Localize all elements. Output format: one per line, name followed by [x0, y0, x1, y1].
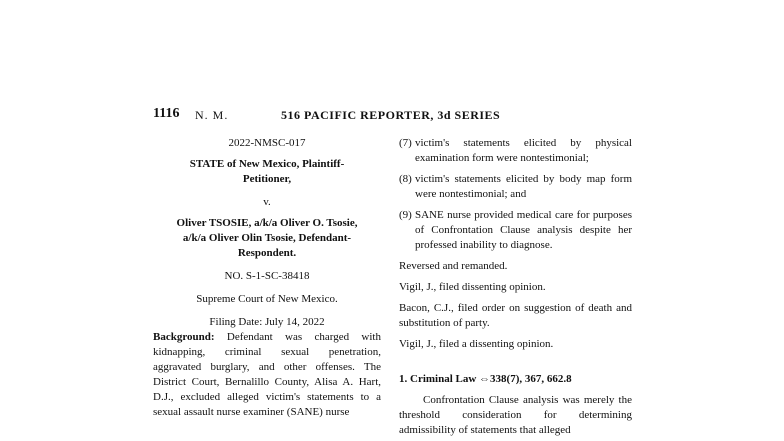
holding-number: (9) — [399, 209, 412, 221]
running-header — [153, 106, 633, 126]
docket-number: NO. S-1-SC-38418 — [224, 270, 310, 282]
holding-text: victim's statements elicited by body map form were nontestimonial; and — [415, 173, 632, 200]
order-note: Bacon, C.J., filed order on suggestion of death and substitution of party. — [399, 302, 632, 329]
holding-text: victim's statements elicited by physical examination form were nontestimonial; — [415, 137, 632, 164]
versus: v. — [263, 196, 271, 208]
defendant-line-2: a/k/a Oliver Olin Tsosie, Defendant- — [182, 232, 352, 244]
holding-item — [399, 208, 632, 253]
headnote-text: Confrontation Clause analysis was merely the threshold consideration for determining admissibility of statements that alleged — [399, 394, 632, 436]
holding-number: (7) — [399, 137, 412, 149]
state-abbrev: N. M. — [195, 108, 229, 122]
page-number: 1116 — [153, 106, 180, 121]
holding-item — [399, 172, 632, 202]
citation: 2022-NMSC-017 — [228, 137, 306, 149]
holding-number: (8) — [399, 173, 412, 185]
defendant-line-1: Oliver TSOSIE, a/k/a Oliver O. Tsosie, — [176, 217, 358, 229]
filing-date: Filing Date: July 14, 2022 — [209, 316, 325, 328]
background-paragraph — [153, 330, 381, 420]
dissent-note-1: Vigil, J., filed dissenting opinion. — [399, 281, 546, 293]
background-label: Background: — [153, 331, 215, 343]
right-column — [399, 136, 632, 438]
plaintiff-line-1: STATE of New Mexico, Plaintiff- — [189, 158, 345, 170]
headnote-heading: 1. Criminal Law ⇔338(7), 367, 662.8 — [399, 373, 572, 385]
defendant-line-3: Respondent. — [237, 247, 297, 259]
disposition: Reversed and remanded. — [399, 260, 508, 272]
holding-item — [399, 136, 632, 166]
court-name: Supreme Court of New Mexico. — [196, 293, 338, 305]
background-text: Defendant was charged with kidnapping, criminal sexual penetration, aggravated burglary, and other offenses. The District Court, Bernalillo County, Alisa A. Hart, D.J., excluded alleged victim's statements to a sexual assault nurse examiner (SANE) nurse — [153, 331, 381, 418]
holding-text: SANE nurse provided medical care for purposes of Confrontation Clause analysis despite her professed inability to diagnose. — [415, 209, 632, 251]
reporter-title: 516 PACIFIC REPORTER, 3d SERIES — [281, 108, 501, 122]
left-column — [153, 136, 381, 420]
dissent-note-2: Vigil, J., filed a dissenting opinion. — [399, 338, 554, 350]
plaintiff-line-2: Petitioner, — [242, 173, 292, 185]
